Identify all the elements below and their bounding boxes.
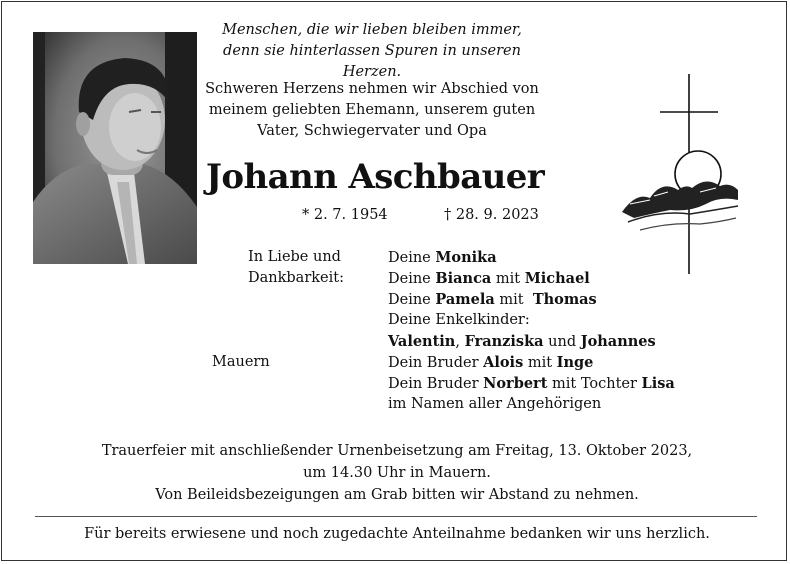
closing-thanks: Für bereits erwiesene und noch zugedachte Anteilnahme bedanken wir uns herzlich.	[84, 526, 710, 542]
label-place: Mauern	[212, 354, 270, 370]
mourner-name: Monika	[435, 249, 497, 266]
label-gratitude: Dankbarkeit:	[248, 270, 344, 286]
mourner-text: Dein Bruder	[388, 376, 484, 392]
birth-date: * 2. 7. 1954	[302, 207, 388, 223]
intro-text	[202, 79, 542, 142]
label-love: In Liebe und	[248, 249, 341, 265]
mourner-text: Deine Enkelkinder:	[388, 312, 530, 328]
service-line: um 14.30 Uhr in Mauern.	[303, 465, 491, 481]
mourner-text: Deine	[388, 292, 436, 308]
mourner-name: Alois	[483, 354, 524, 371]
motto	[202, 20, 542, 83]
mourner-name: Lisa	[641, 375, 675, 392]
mourner-name: Inge	[556, 354, 594, 371]
sunset-mountains-icon	[622, 151, 738, 230]
mourner-text: im Namen aller Angehörigen	[388, 396, 602, 412]
mourner-text: mit	[523, 355, 557, 371]
mourner-text: Deine	[388, 250, 436, 266]
mourner-line	[388, 394, 675, 415]
mourner-name: Franziska	[464, 333, 544, 350]
mourner-text: mit	[494, 292, 533, 308]
mourner-name: Bianca	[435, 270, 492, 287]
motto-line: Menschen, die wir lieben bleiben immer,	[222, 22, 522, 38]
mourner-text: und	[543, 334, 581, 350]
mourner-name: Norbert	[483, 375, 548, 392]
mourner-line	[388, 352, 675, 373]
mourner-line	[388, 268, 675, 289]
mourner-line	[388, 373, 675, 394]
service-line: Trauerfeier mit anschließender Urnenbeisetzung am Freitag, 13. Oktober 2023,	[101, 443, 693, 459]
obituary-card	[1, 1, 787, 561]
mourner-line	[388, 331, 675, 352]
mourner-line	[388, 310, 675, 331]
intro-line: Vater, Schwiegervater und Opa	[257, 123, 487, 139]
mourner-text: ,	[455, 334, 465, 350]
mourner-text: mit Tochter	[547, 376, 642, 392]
divider	[35, 516, 757, 517]
mourner-name: Valentin	[388, 333, 456, 350]
mourner-line	[388, 247, 675, 268]
intro-line: meinem geliebten Ehemann, unserem guten	[208, 102, 536, 118]
deceased-name: Johann Aschbauer	[205, 157, 545, 197]
intro-line: Schweren Herzens nehmen wir Abschied von	[205, 81, 539, 97]
mourner-line	[388, 289, 675, 310]
portrait-photo	[33, 32, 197, 264]
motto-line: denn sie hinterlassen Spuren in unseren Herzen.	[223, 43, 521, 80]
mourner-text: Dein Bruder	[388, 355, 484, 371]
mourner-name: Pamela	[435, 291, 495, 308]
mourners-list	[388, 247, 675, 415]
death-date: † 28. 9. 2023	[444, 207, 539, 223]
service-line: Von Beileidsbezeigungen am Grab bitten wir Abstand zu nehmen.	[155, 487, 639, 503]
mourner-text: Deine	[388, 271, 436, 287]
mourner-name: Michael	[524, 270, 590, 287]
mourner-name: Thomas	[532, 291, 597, 308]
service-info	[22, 440, 772, 506]
mourner-text: mit	[491, 271, 525, 287]
mourner-name: Johannes	[580, 333, 656, 350]
